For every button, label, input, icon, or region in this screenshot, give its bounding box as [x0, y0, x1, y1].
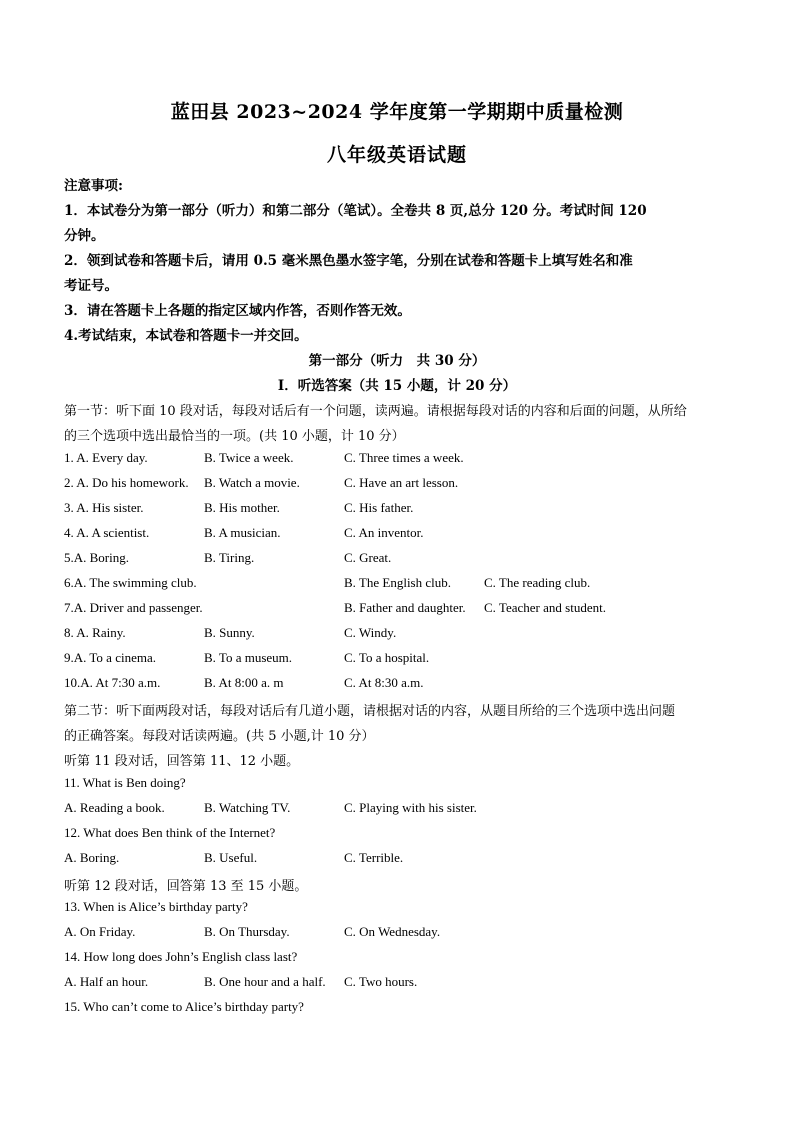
question-stem: 14. How long does John’s English class last?	[64, 949, 298, 964]
option-a: 9.A. To a cinema.	[64, 650, 156, 665]
option-a: A. Half an hour.	[64, 974, 149, 989]
exam-title: 蓝田县 2023~2024 学年度第一学期期中质量检测	[170, 101, 624, 123]
option-c: C. Teacher and student.	[484, 600, 606, 615]
note-line: 分钟。	[64, 228, 105, 244]
option-c: C. To a hospital.	[344, 650, 430, 665]
option-b: B. On Thursday.	[204, 924, 290, 939]
option-b: B. Watching TV.	[204, 800, 291, 815]
option-b: B. A musician.	[204, 525, 281, 540]
option-c: C. Windy.	[344, 625, 397, 640]
option-a: 6.A. The swimming club.	[64, 575, 197, 590]
option-b: B. At 8:00 a. m	[204, 675, 284, 690]
option-a: 4. A. A scientist.	[64, 525, 150, 540]
dialog-intro: 听第 12 段对话，回答第 13 至 15 小题。	[64, 879, 308, 894]
option-b: B. Watch a movie.	[204, 475, 300, 490]
option-b: B. Father and daughter.	[344, 600, 466, 615]
option-c: C. An inventor.	[344, 525, 424, 540]
option-c: C. Two hours.	[344, 974, 418, 989]
option-c: C. His father.	[344, 500, 414, 515]
option-c: C. Have an art lesson.	[344, 475, 459, 490]
note-line: 1．本试卷分为第一部分（听力）和第二部分（笔试）。全卷共 8 页,总分 120 分。考试时间 120	[64, 203, 647, 219]
option-c: C. Playing with his sister.	[344, 800, 477, 815]
option-a: 10.A. At 7:30 a.m.	[64, 675, 161, 690]
option-b: B. Useful.	[204, 850, 258, 865]
section1-intro: 第一节：听下面 10 段对话，每段对话后有一个问题，读两遍。请根据每段对话的内容和后面的问题，从所给	[64, 404, 687, 419]
option-b: B. To a museum.	[204, 650, 293, 665]
section2-intro: 第二节：听下面两段对话，每段对话后有几道小题，请根据对话的内容，从题目所给的三个选项中选出问题	[64, 704, 676, 719]
option-c: C. At 8:30 a.m.	[344, 675, 424, 690]
note-line: 考证号。	[64, 278, 118, 294]
option-c: C. On Wednesday.	[344, 924, 441, 939]
option-a: 7.A. Driver and passenger.	[64, 600, 203, 615]
section1-heading: Ⅰ．听选答案（共 15 小题，计 20 分）	[277, 378, 517, 394]
dialog-intro: 听第 11 段对话，回答第 11、12 小题。	[64, 754, 300, 769]
section2-intro: 的正确答案。每段对话读两遍。(共 5 小题,计 10 分）	[64, 729, 375, 744]
option-a: A. On Friday.	[64, 924, 136, 939]
note-line: 2．领到试卷和答题卡后，请用 0.5 毫米黑色墨水签字笔，分别在试卷和答题卡上填写姓名和准	[64, 253, 633, 269]
option-b: B. Twice a week.	[204, 450, 294, 465]
option-c: C. Three times a week.	[344, 450, 464, 465]
option-c: C. The reading club.	[484, 575, 591, 590]
question-stem: 15. Who can’t come to Alice’s birthday party?	[64, 999, 304, 1014]
section1-intro: 的三个选项中选出最恰当的一项。(共 10 小题，计 10 分）	[64, 429, 405, 444]
option-a: 2. A. Do his homework.	[64, 475, 189, 490]
option-b: B. Sunny.	[204, 625, 255, 640]
exam-subtitle: 八年级英语试题	[326, 144, 467, 166]
option-b: B. His mother.	[204, 500, 280, 515]
note-line: 4.考试结束，本试卷和答题卡一并交回。	[64, 328, 308, 344]
option-a: 3. A. His sister.	[64, 500, 144, 515]
option-a: 5.A. Boring.	[64, 550, 129, 565]
option-b: B. One hour and a half.	[204, 974, 326, 989]
question-stem: 13. When is Alice’s birthday party?	[64, 899, 248, 914]
option-a: 1. A. Every day.	[64, 450, 148, 465]
option-a: 8. A. Rainy.	[64, 625, 126, 640]
question-stem: 12. What does Ben think of the Internet?	[64, 825, 276, 840]
option-c: C. Great.	[344, 550, 392, 565]
option-a: A. Boring.	[64, 850, 120, 865]
option-b: B. Tiring.	[204, 550, 255, 565]
note-line: 3．请在答题卡上各题的指定区域内作答，否则作答无效。	[64, 303, 411, 319]
option-b: B. The English club.	[344, 575, 452, 590]
question-stem: 11. What is Ben doing?	[64, 775, 186, 790]
part1-heading: 第一部分（听力 共 30 分）	[308, 353, 486, 369]
option-c: C. Terrible.	[344, 850, 404, 865]
option-a: A. Reading a book.	[64, 800, 165, 815]
notes-heading: 注意事项:	[64, 178, 123, 194]
